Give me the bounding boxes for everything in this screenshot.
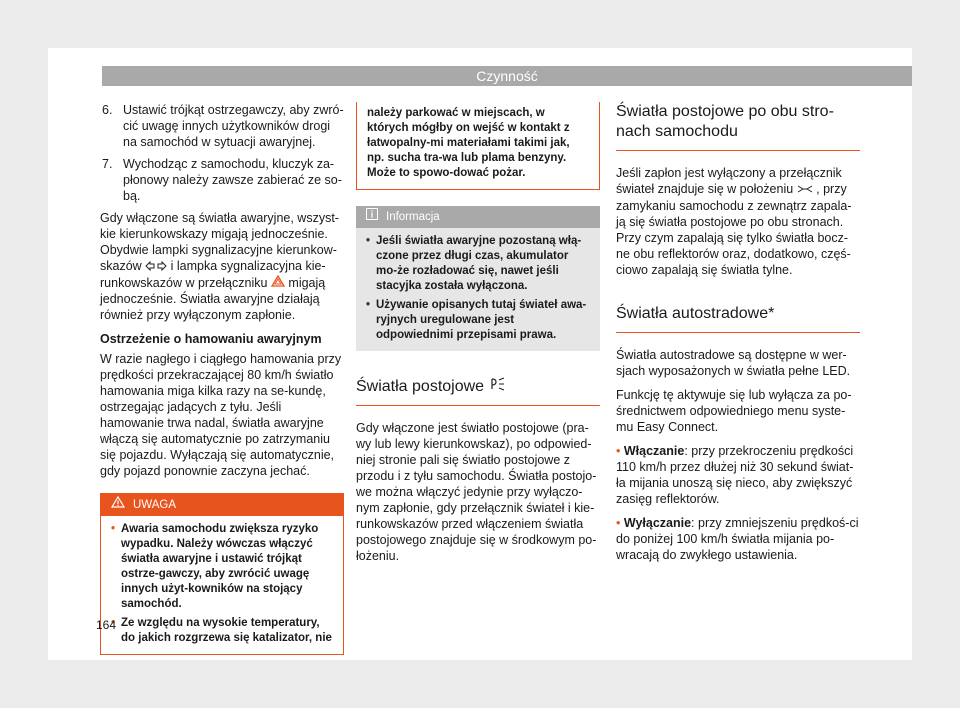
info-item: • Jeśli światła awaryjne pozostaną włą-czone przez długi czas, akumulator mo-że rozładować się, nawet jeśli stacyjka została wyłączona. — [366, 234, 590, 294]
paragraph-text: Jeśli zapłon jest wyłączony a przełącznik świateł znajduje się w położeniu — [616, 166, 842, 196]
section-heading — [616, 102, 860, 151]
parking-light-icon — [490, 377, 506, 397]
paragraph-text: i lampka sygnalizacyjna kie-runkowskazów w przełączniku — [100, 259, 326, 290]
list-item-text: Ustawić trójkąt ostrzegawczy, aby zwró-cić uwagę innych użytkowników drogi na samochód w sytuacji awaryjnej. — [123, 103, 344, 149]
subheading: Ostrzeżenie o hamowaniu awaryjnym — [100, 332, 322, 347]
both-side-parking-paragraph — [616, 165, 860, 278]
warning-body — [101, 516, 343, 654]
paragraph-text: , przy zamykaniu samochodu z zewnątrz zapala-ją się światła postojowe po obu stronach. Przy czym zapalają się tylko światła bocz-ne obu reflektorów oraz, dodatkowo, częś-ciowo zapalają się światła tylne. — [616, 182, 852, 277]
list-item-6 — [100, 102, 344, 150]
column-3 — [616, 102, 860, 571]
section-title: Światła autostradowe* — [616, 304, 775, 322]
page-header: Czynność — [102, 66, 912, 86]
info-header — [356, 206, 600, 228]
column-2 — [356, 102, 600, 572]
list-item — [616, 515, 860, 563]
bullet-dot: • — [616, 515, 621, 530]
emergency-brake-paragraph: W razie nagłego i ciągłego hamowania przy prędkości przekraczającej 80 km/h światło hamowania miga kilka razy na se-kundę, ostrzegając jadących z tyłu. Jeśli hamowanie trwa nadal, światła awaryjne włączą się automatycznie po zatrzymaniu się pojazdu. Wyłączają się automatycznie, gdy pojazd ponownie zaczyna jechać. — [100, 352, 342, 479]
side-light-icon — [797, 182, 813, 198]
hazard-lights-paragraph — [100, 210, 344, 323]
column-1 — [100, 102, 344, 655]
list-item-number: 7. — [102, 157, 113, 171]
manual-page — [48, 48, 912, 660]
hazard-triangle-icon — [271, 275, 285, 291]
list-item-7 — [100, 156, 344, 204]
info-box — [356, 206, 600, 351]
warning-header — [101, 494, 343, 516]
warning-item: • Ze względu na wysokie temperatury, do jakich rozgrzewa się katalizator, nie — [111, 616, 333, 646]
section-title: Światła postojowe po obu stro-nach samochodu — [616, 103, 834, 140]
warning-icon — [111, 494, 125, 516]
highway-lights-paragraph: Funkcję tę aktywuje się lub wyłącza za po-średnictwem odpowiedniego menu syste-mu Easy Connect. — [616, 387, 852, 434]
section-heading — [356, 377, 600, 406]
list-item-text: Wychodząc z samochodu, kluczyk za-płonowy należy zawsze zabierać ze so-bą. — [123, 157, 342, 203]
warning-box — [100, 493, 344, 655]
bullet-text: : przy przekroczeniu prędkości 110 km/h przez dłużej niż 30 sekund świat-ła mijania unoszą się nieco, aby zwiększyć zasięg reflektorów. — [616, 443, 854, 506]
section-heading — [616, 304, 860, 333]
list-item — [616, 443, 860, 507]
bullet-text: : przy zmniejszeniu prędkoś-ci do poniżej 100 km/h światła mijania po-wracają do zwykłego ustawienia. — [616, 515, 859, 562]
paragraph-text: Gdy włączone są światła awaryjne, wszyst-kie kierunkowskazy migają jednocześnie. Obydwie lampki sygnalizacyjne kierunkow-skazów — [100, 211, 339, 273]
warning-box-continued: należy parkować w miejscach, w których mógłby on wejść w kontakt z łatwopalny-mi materiałami takimi jak, np. sucha tra-wa lub plama benzyny. Może to spowo-dować pożar. — [356, 102, 600, 190]
info-title: Informacja — [386, 211, 440, 223]
bullet-dot: • — [616, 443, 621, 458]
page-number: 164 — [96, 618, 117, 632]
warning-item: • Awaria samochodu zwiększa ryzyko wypadku. Należy wówczas włączyć światła awaryjne i ustawić trójkąt ostrze-gawczy, aby zwrócić uwagę innych użyt-kowników na stojący samochód. — [111, 522, 333, 612]
turn-signal-icon — [145, 259, 167, 275]
bullet-label: Włączanie — [623, 443, 685, 458]
warning-title: UWAGA — [133, 499, 177, 512]
paragraph-text: migają jednocześnie. Światła awaryjne działają również przy wyłączonym zapłonie. — [100, 275, 326, 323]
list-item-number: 6. — [102, 103, 113, 117]
highway-lights-paragraph: Światła autostradowe są dostępne w wer-sjach wyposażonych w światła pełne LED. — [616, 347, 851, 378]
info-item: • Używanie opisanych tutaj świateł awa-ryjnych uregulowane jest odpowiednimi przepisami prawa. — [366, 298, 590, 343]
info-icon — [366, 206, 378, 228]
info-body — [356, 228, 600, 351]
section-title: Światła postojowe — [356, 378, 485, 395]
bullet-label: Wyłączanie — [623, 515, 692, 530]
parking-lights-paragraph: Gdy włączone jest światło postojowe (pra-wy lub lewy kierunkowskaz), po odpowied-niej stronie pali się światło postojowe z przodu i z tyłu samochodu. Światła postojo-we można włączyć jedynie przy wyłączo-nym zapłonie, gdy przełącznik świateł i kie-runkowskazów przed włączeniem światła postojowego znajduje się w środkowym po-łożeniu. — [356, 421, 597, 563]
